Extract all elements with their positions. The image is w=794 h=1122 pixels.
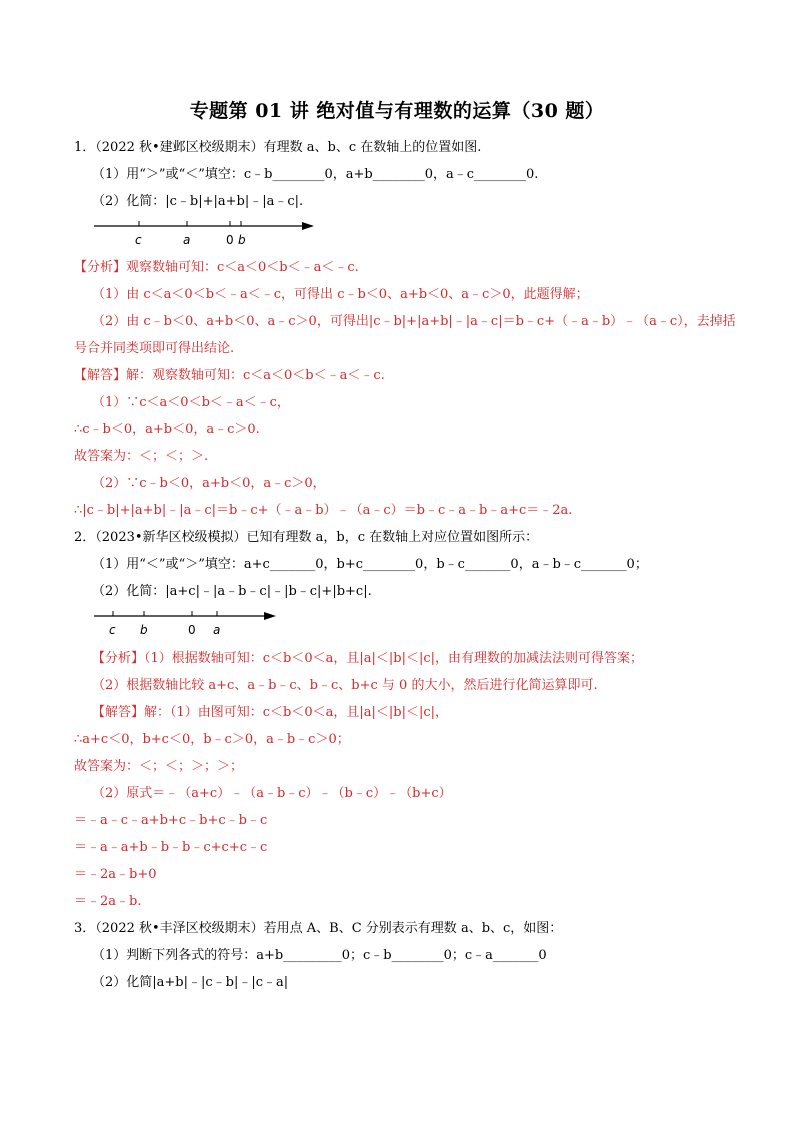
q2-analysis-line: （2）根据数轴比较 a+c、a﹣b﹣c、b﹣c、b+c 与 0 的大小，然后进行化简运算即可. — [92, 678, 598, 693]
q1-label-b: b — [238, 233, 246, 247]
q2-solution-line: ＝﹣2a﹣b. — [74, 894, 142, 909]
q1-analysis-line: 号合并同类项即可得出结论. — [74, 341, 235, 356]
q1-label-c: c — [135, 233, 142, 247]
q1-analysis-line: 【分析】观察数轴可知：c＜a＜0＜b＜﹣a＜﹣c. — [74, 260, 359, 275]
q2-label-zero: 0 — [188, 623, 196, 637]
q3-part2: （2）化简|a+b|﹣|c﹣b|﹣|c﹣a| — [92, 975, 289, 990]
q1-solution-line: ∴c﹣b＜0，a+b＜0，a﹣c＞0. — [74, 422, 260, 437]
q1-label-zero: 0 — [226, 233, 234, 247]
q2-solution-line: 故答案为：＜；＜；＞；＞； — [74, 759, 244, 774]
q2-solution-line: ＝﹣a﹣c﹣a+b+c﹣b+c﹣b﹣c — [74, 813, 268, 828]
q1-solution-line: ∴|c﹣b|+|a+b|﹣|a﹣c|＝b﹣c+（﹣a﹣b）﹣（a﹣c）＝b﹣c﹣a﹣b﹣a+c＝﹣2a. — [74, 503, 573, 518]
q1-solution-line: （1）∵c＜a＜0＜b＜﹣a＜﹣c， — [92, 395, 290, 410]
q2-solution-line: （2）原式＝﹣（a+c）﹣（a﹣b﹣c）﹣（b﹣c）﹣（b+c） — [92, 786, 452, 801]
q2-part1: （1）用“＜”或“＞”填空：a+c_______0，b+c________0，b﹣c_______0，a﹣b﹣c_______0； — [92, 557, 648, 572]
q1-stem: 1．（2022 秋•建邺区校级期末）有理数 a、b、c 在数轴上的位置如图. — [74, 140, 482, 155]
q1-label-a: a — [183, 233, 191, 247]
q2-stem: 2．（2023•新华区校级模拟）已知有理数 a，b，c 在数轴上对应位置如图所示： — [74, 530, 539, 545]
q1-part1: （1）用“＞”或“＜”填空：c﹣b________0，a+b________0，a﹣c________0. — [92, 167, 539, 182]
q2-label-b: b — [140, 623, 148, 637]
q2-number-line — [92, 608, 292, 640]
q2-label-c: c — [109, 623, 116, 637]
q2-analysis-line: 【分析】（1）根据数轴可知：c＜b＜0＜a，且|a|＜|b|＜|c|，由有理数的加减法法则可得答案； — [92, 651, 644, 666]
q2-part2: （2）化简：|a+c|﹣|a﹣b﹣c|﹣|b﹣c|+|b+c|. — [92, 584, 372, 599]
q1-number-line — [92, 218, 322, 250]
q1-analysis-line: （1）由 c＜a＜0＜b＜﹣a＜﹣c，可得出 c﹣b＜0、a+b＜0、a﹣c＞0，此题得解； — [92, 287, 589, 302]
page-title: 专题第 01 讲 绝对值与有理数的运算（30 题） — [189, 100, 605, 122]
q2-solution-line: ＝﹣2a﹣b+0 — [74, 867, 157, 882]
q1-solution-line: （2）∵c﹣b＜0，a+b＜0，a﹣c＞0， — [92, 476, 326, 491]
q1-solution-line: 【解答】解：观察数轴可知：c＜a＜0＜b＜﹣a＜﹣c. — [74, 368, 385, 383]
q1-part2: （2）化简：|c﹣b|+|a+b|﹣|a﹣c|. — [92, 194, 304, 209]
q1-analysis-line: （2）由 c﹣b＜0、a+b＜0、a﹣c＞0，可得出|c﹣b|+|a+b|﹣|a﹣c|＝b﹣c+（﹣a﹣b）﹣（a﹣c），去掉括 — [92, 314, 736, 329]
q2-solution-line: ＝﹣a﹣a+b﹣b﹣b﹣c+c+c﹣c — [74, 840, 268, 855]
q3-part1: （1）判断下列各式的符号：a+b_________0；c﹣b________0；c﹣a_______0 — [92, 948, 547, 963]
q1-solution-line: 故答案为：＜；＜；＞. — [74, 449, 209, 464]
q2-solution-line: ∴a+c＜0，b+c＜0，b﹣c＞0，a﹣b﹣c＞0； — [74, 732, 350, 747]
q2-label-a: a — [213, 623, 221, 637]
q3-stem: 3．（2022 秋•丰泽区校级期末）若用点 A、B、C 分别表示有理数 a、b、c，如图： — [74, 921, 563, 936]
q2-solution-line: 【解答】解：（1）由图可知：c＜b＜0＜a，且|a|＜|b|＜|c|， — [92, 705, 449, 720]
